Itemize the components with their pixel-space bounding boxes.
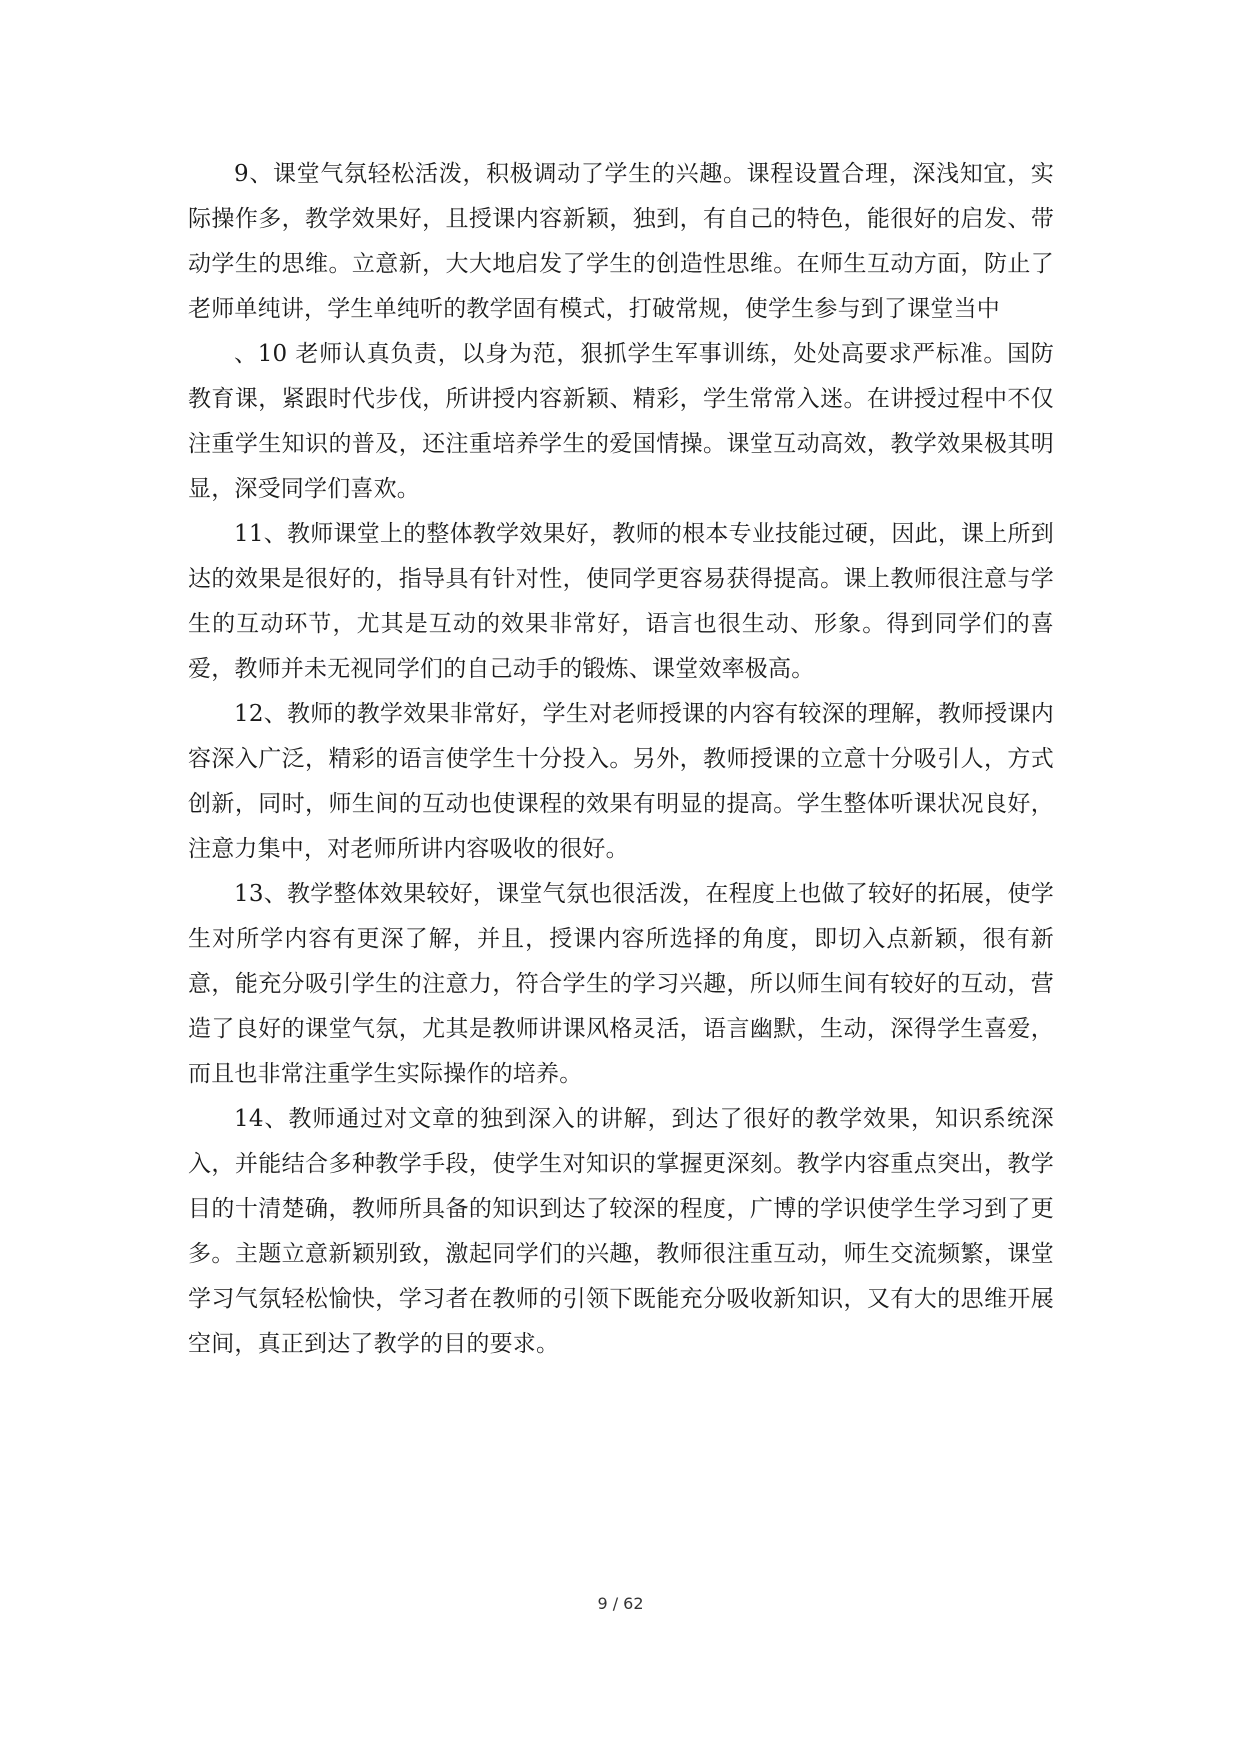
paragraph-9: 9、课堂气氛轻松活泼，积极调动了学生的兴趣。课程设置合理，深浅知宜，实际操作多，教学效果好，且授课内容新颖，独到，有自己的特色，能很好的启发、带动学生的思维。立意新，大大地启发了学生的创造性思维。在师生互动方面，防止了老师单纯讲，学生单纯听的教学固有模式，打破常规，使学生参与到了课堂当中 — [188, 161, 1054, 322]
paragraph-10: 、10 老师认真负责，以身为范，狠抓学生军事训练，处处高要求严标准。国防教育课，紧跟时代步伐，所讲授内容新颖、精彩，学生常常入迷。在讲授过程中不仅注重学生知识的普及，还注重培养学生的爱国情操。课堂互动高效，教学效果极其明显，深受同学们喜欢。 — [188, 341, 1054, 502]
page-number: 9 / 62 — [597, 1594, 644, 1613]
paragraph-13: 13、教学整体效果较好，课堂气氛也很活泼，在程度上也做了较好的拓展，使学生对所学内容有更深了解，并且，授课内容所选择的角度，即切入点新颖，很有新意，能充分吸引学生的注意力，符合学生的学习兴趣，所以师生间有较好的互动，营造了良好的课堂气氛，尤其是教师讲课风格灵活，语言幽默，生动，深得学生喜爱，而且也非常注重学生实际操作的培养。 — [188, 881, 1054, 1087]
paragraph-14: 14、教师通过对文章的独到深入的讲解，到达了很好的教学效果，知识系统深入，并能结合多种教学手段，使学生对知识的掌握更深刻。教学内容重点突出，教学目的十清楚确，教师所具备的知识到达了较深的程度，广博的学识使学生学习到了更多。主题立意新颖别致，激起同学们的兴趣，教师很注重互动，师生交流频繁，课堂学习气氛轻松愉快，学习者在教师的引领下既能充分吸收新知识，又有大的思维开展空间，真正到达了教学的目的要求。 — [188, 1106, 1054, 1357]
paragraph-12: 12、教师的教学效果非常好，学生对老师授课的内容有较深的理解，教师授课内容深入广泛，精彩的语言使学生十分投入。另外，教师授课的立意十分吸引人，方式创新，同时，师生间的互动也使课程的效果有明显的提高。学生整体听课状况良好，注意力集中，对老师所讲内容吸收的很好。 — [188, 701, 1054, 862]
page-body — [188, 152, 1054, 1367]
paragraph-11: 11、教师课堂上的整体教学效果好，教师的根本专业技能过硬，因此，课上所到达的效果是很好的，指导具有针对性，使同学更容易获得提高。课上教师很注意与学生的互动环节，尤其是互动的效果非常好，语言也很生动、形象。得到同学们的喜爱，教师并未无视同学们的自己动手的锻炼、课堂效率极高。 — [188, 521, 1054, 682]
